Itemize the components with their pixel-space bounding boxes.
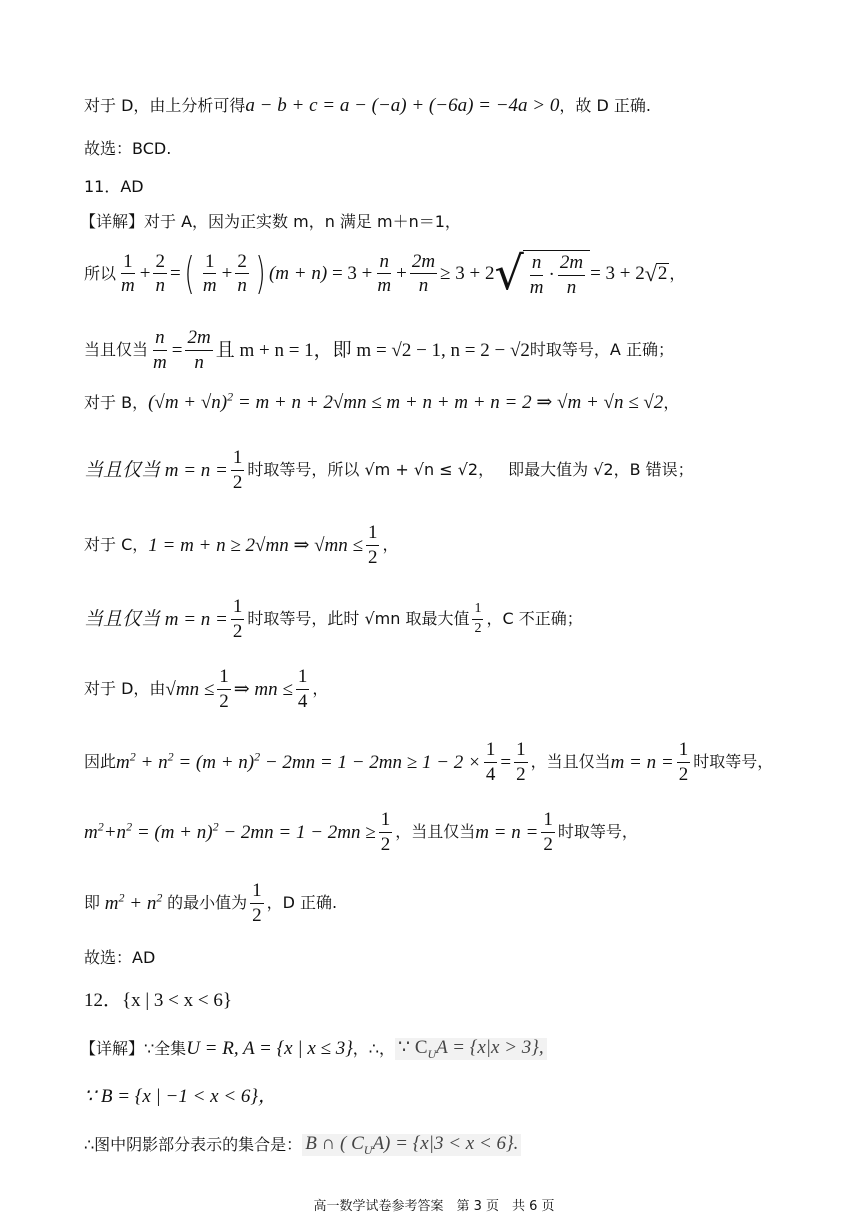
line-b: 对于 B， $(√m + √n)^2 = m + n + 2√mn \le m + n + m + n = 2$ ⇒ √m + √n ≤ √2 ， bbox=[84, 389, 680, 413]
page-footer: 高一数学试卷参考答案 第 3 页 共 6 页 bbox=[313, 1199, 555, 1214]
line-d: 对于 D，由 √mn ≤ $\frac{1}{2}$ ⇒ mn ≤ $\frac{1}{4}$ ， bbox=[84, 666, 329, 712]
complement-expression: ∵ $C_UA = \{x|x > 3\}$, bbox=[395, 1038, 547, 1060]
text: ，∴， bbox=[352, 1038, 395, 1058]
intersection-expression: B ∩ ( $C_UA) = \{x|3 < x < 6\}$. bbox=[302, 1134, 521, 1156]
text: 对于 B， bbox=[84, 392, 149, 412]
text: 对于 D，由上分析可得 bbox=[84, 95, 246, 115]
math-expression: a − b + c = a − (−a) + (−6a) = −4a > 0 bbox=[245, 95, 560, 116]
fraction: $\frac{1}{2}$ bbox=[516, 739, 526, 785]
fraction: $\frac{2}{n}$ bbox=[155, 250, 165, 297]
fraction: $\frac{n}{m}$ bbox=[153, 327, 167, 373]
line-a-equality: 当且仅当 $\frac{n}{m}$ = $\frac{2m}{n}$ 且 m + n = 1，即 m = √2 − 1, n = 2 − √2 时取等号，A 正确； bbox=[84, 327, 674, 373]
text: 且 m + n = 1，即 m = √2 − 1, n = 2 − √2 bbox=[215, 339, 530, 361]
detail-line bbox=[80, 214, 461, 230]
math-expression: U = R, A = {x | x ≤ 3} bbox=[186, 1038, 353, 1060]
answer-line bbox=[84, 950, 155, 966]
fraction: $\frac{1}{2}$ bbox=[367, 522, 378, 568]
line-d-conclusion: 即 $m^2 + n^2$ 的最小值为 $\frac{1}{2}$ ，D 正确. bbox=[84, 880, 338, 926]
fraction: $\frac{1}{2}$ bbox=[232, 447, 243, 493]
fraction: $\frac{1}{2}$ bbox=[219, 666, 229, 712]
question-number bbox=[84, 991, 232, 1010]
fraction: $\frac{2m}{n}$ bbox=[411, 250, 436, 297]
line-d-derivation: 因此 $m^2 + n^2 = (m + n)^2 - 2mn = 1 - 2mn \ge 1 - 2$ × $\frac{1}{4}$ = $\frac{1}{2}$ ，当且仅当 m = n = $\frac{1}{2}$ 时取等号， bbox=[84, 739, 774, 785]
text: 时取等号， bbox=[693, 752, 774, 772]
question-number bbox=[84, 179, 144, 195]
text: 的最小值为 bbox=[167, 893, 248, 913]
text: 即 bbox=[84, 893, 101, 913]
text: 对于 D，由 bbox=[84, 679, 166, 699]
set-b-line bbox=[84, 1087, 277, 1106]
answer-line bbox=[84, 141, 171, 157]
line-d-analysis bbox=[84, 96, 651, 115]
detail-line-12 bbox=[80, 1038, 547, 1060]
fraction: $\frac{n}{m}$ bbox=[377, 250, 392, 297]
fraction: $\frac{1}{2}$ bbox=[252, 880, 262, 926]
text: ，D 正确. bbox=[266, 893, 338, 913]
fraction: $\frac{1}{2}$ bbox=[380, 809, 391, 855]
fraction: $\frac{1}{2}$ bbox=[232, 596, 243, 642]
fraction: $\frac{2m}{n}$ bbox=[187, 327, 211, 373]
line-b-equality bbox=[84, 448, 694, 493]
text: 故选：BCD. bbox=[84, 139, 172, 158]
text: 因此 bbox=[84, 752, 117, 772]
text: 时取等号， bbox=[557, 822, 638, 842]
line-c-equality bbox=[84, 597, 583, 642]
fraction: $\frac{1}{4}$ bbox=[297, 666, 308, 712]
text: 11．AD bbox=[84, 177, 144, 196]
text: ，故 D 正确. bbox=[559, 95, 651, 115]
line-c: 对于 C， 1 = m + n ≥ 2√mn ⇒ √mn ≤ $\frac{1}{2}$ ， bbox=[84, 522, 399, 568]
text: 对于 C， bbox=[84, 535, 149, 555]
line-a-derivation: 所以 $\frac{1}{m}$ + $\frac{2}{n}$ = ( $\frac{1}{m}$ + $\frac{2}{n}$ ) (m + n) = 3 + $\frac{n}{m}$ + $\frac{2m}{n}$ ≥ 3 + 2 √ $\frac{n}{m}$ · $\frac{2m}{n}$ = 3 + 2 √ 2 ， bbox=[84, 246, 686, 300]
fraction: $\frac{1}{2}$ bbox=[543, 809, 553, 855]
text: ∵ B = {x | −1 < x < 6}， bbox=[84, 1086, 278, 1107]
text: 当且仅当 m = n = bbox=[84, 459, 228, 481]
fraction: $\frac{1}{2}$ bbox=[678, 739, 689, 785]
text: 故选：AD bbox=[84, 948, 156, 967]
text: 【详解】∵全集 bbox=[80, 1038, 187, 1058]
text: 当且仅当 m = n = bbox=[84, 608, 228, 630]
fraction: $\frac{1}{4}$ bbox=[485, 739, 496, 785]
text: 时取等号，A 正确； bbox=[529, 340, 674, 360]
fraction: $\frac{1}{m}$ bbox=[121, 250, 135, 297]
text: 12．{x | 3 < x < 6} bbox=[84, 990, 232, 1011]
text: 时取等号，此时 √mn 取最大值 bbox=[247, 609, 470, 629]
text: ∴图中阴影部分表示的集合是： bbox=[84, 1134, 303, 1154]
sqrt-expression: √ $\frac{n}{m}$ · $\frac{2m}{n}$ bbox=[494, 250, 590, 298]
text: 时取等号，所以 √m + √n ≤ √2， bbox=[247, 460, 495, 480]
fraction: $\frac{1}{m}$ bbox=[202, 250, 217, 297]
text: ，C 不正确； bbox=[486, 609, 583, 629]
line-d-derivation-2: $m^2+n^2 = (m + n)^2 - 2mn = 1 - 2mn$ ≥ $\frac{1}{2}$ ，当且仅当 m = n = $\frac{1}{2}$ 时取等号， bbox=[84, 809, 638, 855]
shaded-set-line bbox=[84, 1134, 521, 1156]
text: 【详解】对于 A，因为正实数 m，n 满足 m＋n＝1， bbox=[80, 212, 461, 231]
fraction: $\frac{1}{2}$ bbox=[474, 601, 482, 636]
fraction: $\frac{2}{n}$ bbox=[237, 250, 247, 297]
text: 即最大值为 √2，B 错误； bbox=[508, 460, 694, 480]
text: 所以 bbox=[84, 263, 117, 283]
